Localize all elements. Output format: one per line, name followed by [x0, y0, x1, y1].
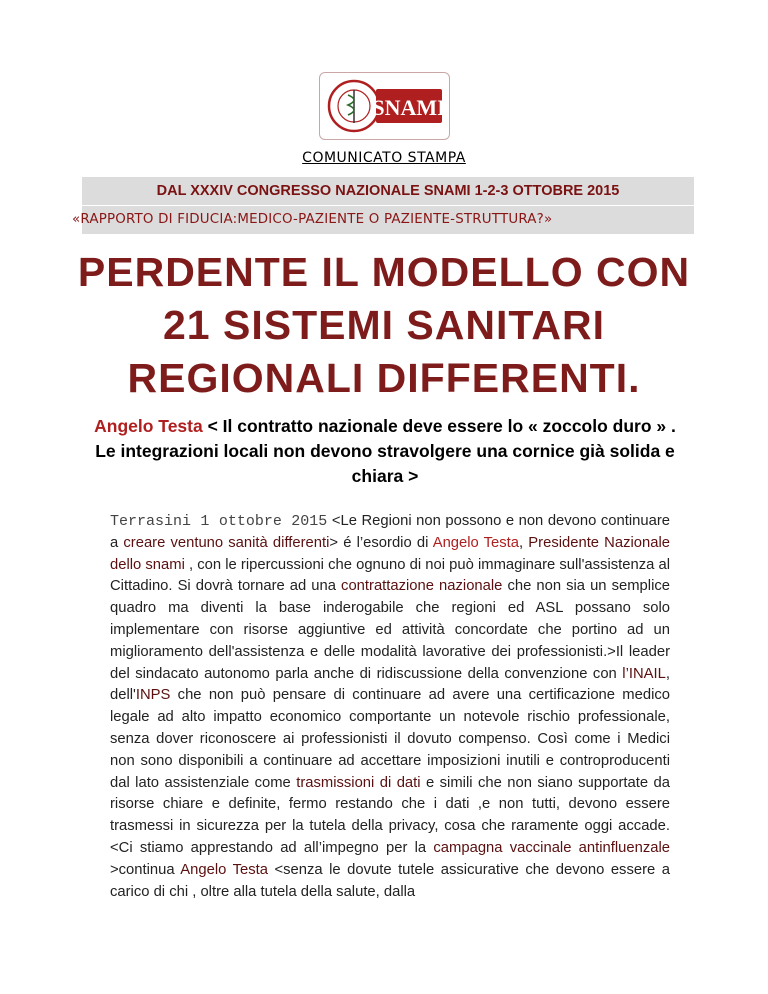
body-text-5: che non sia un semplice quadro ma diventi la base inderogabile che regioni ed ASL possano solo implementare con risorse aggiuntive ed attività concordate che portino ad un miglioramento dell'assistenza e delle modalità lavorative dei professionisti.>Il leader del sindacato autonomo parla anche di ridiscussione della convenzione con — [110, 578, 670, 682]
headline-line-2: 21 SISTEMI SANITARI — [163, 302, 605, 348]
article-body — [110, 511, 670, 903]
highlight-sanita: creare ventuno sanità differenti — [123, 534, 330, 551]
subtitle-text: < Il contratto nazionale deve essere lo « zoccolo duro » . Le integrazioni locali non devono stravolgere una cornice già solida e chiara > — [95, 416, 676, 486]
highlight-inps: INPS — [135, 687, 171, 704]
body-text-8: e simili che non siano supportate da risorse chiare e definite, fermo restando che i dati ,e non tutti, devono essere trasmessi in sicurezza per la tutela della privacy, cosa che raramente oggi accade. <Ci stiamo apprestando ad all’impegno per la — [110, 774, 670, 856]
highlight-presidente: Presidente Nazionale dello snami — [110, 534, 670, 573]
body-text-4: , con le ripercussioni che ognuno di noi può immaginare sull'assistenza al Cittadino. Si dovrà tornare ad una — [110, 556, 670, 595]
body-text-10: <senza le dovute tutele assicurative che devono essere a carico di chi , oltre alla tutela della salute, dalla — [110, 861, 670, 900]
svg-text:SNAMI: SNAMI — [372, 95, 446, 120]
dateline: Terrasini 1 ottobre 2015 — [110, 513, 328, 530]
highlight-campagna: campagna vaccinale antinfluenzale — [433, 839, 671, 856]
subtitle-quote — [90, 414, 680, 489]
highlight-angelo-testa-2: Angelo Testa — [180, 861, 268, 878]
snami-logo — [319, 72, 450, 140]
congress-theme: «RAPPORTO DI FIDUCIA:MEDICO-PAZIENTE O PAZIENTE-STRUTTURA?» — [72, 212, 553, 227]
subtitle-speaker: Angelo Testa — [94, 416, 203, 436]
highlight-trasmissioni: trasmissioni di dati — [296, 774, 421, 791]
body-text-6: , dell' — [110, 665, 670, 704]
headline-line-3: REGIONALI DIFFERENTI. — [127, 355, 641, 401]
body-text-9: >continua — [110, 861, 181, 878]
highlight-contrattazione: contrattazione nazionale — [341, 578, 503, 595]
highlight-angelo-testa: Angelo Testa — [432, 534, 520, 551]
body-text-7: che non può pensare di continuare ad avere una certificazione medico legale ad alto impatto economico comportante un notevole rischio professionale, senza dover riconoscere ai professionisti il dovuto compenso. Così come i Medici non sono disponibili a continuare ad accettare imposizioni inutili e controproducenti dal lato assistenziale come — [110, 687, 670, 791]
highlight-inail: l’INAIL — [622, 665, 666, 682]
headline-line-1: PERDENTE IL MODELLO CON — [77, 249, 691, 295]
body-text-1: <Le Regioni non possono e non devono continuare a — [110, 513, 670, 551]
press-release-label: COMUNICATO STAMPA — [302, 150, 466, 166]
body-text-3: , — [519, 534, 529, 551]
main-headline — [40, 246, 728, 405]
snami-seal-icon — [320, 73, 449, 139]
body-text-2: > é l’esordio di — [329, 534, 433, 551]
congress-title: DAL XXXIV CONGRESSO NAZIONALE SNAMI 1-2-3 OTTOBRE 2015 — [156, 183, 620, 199]
